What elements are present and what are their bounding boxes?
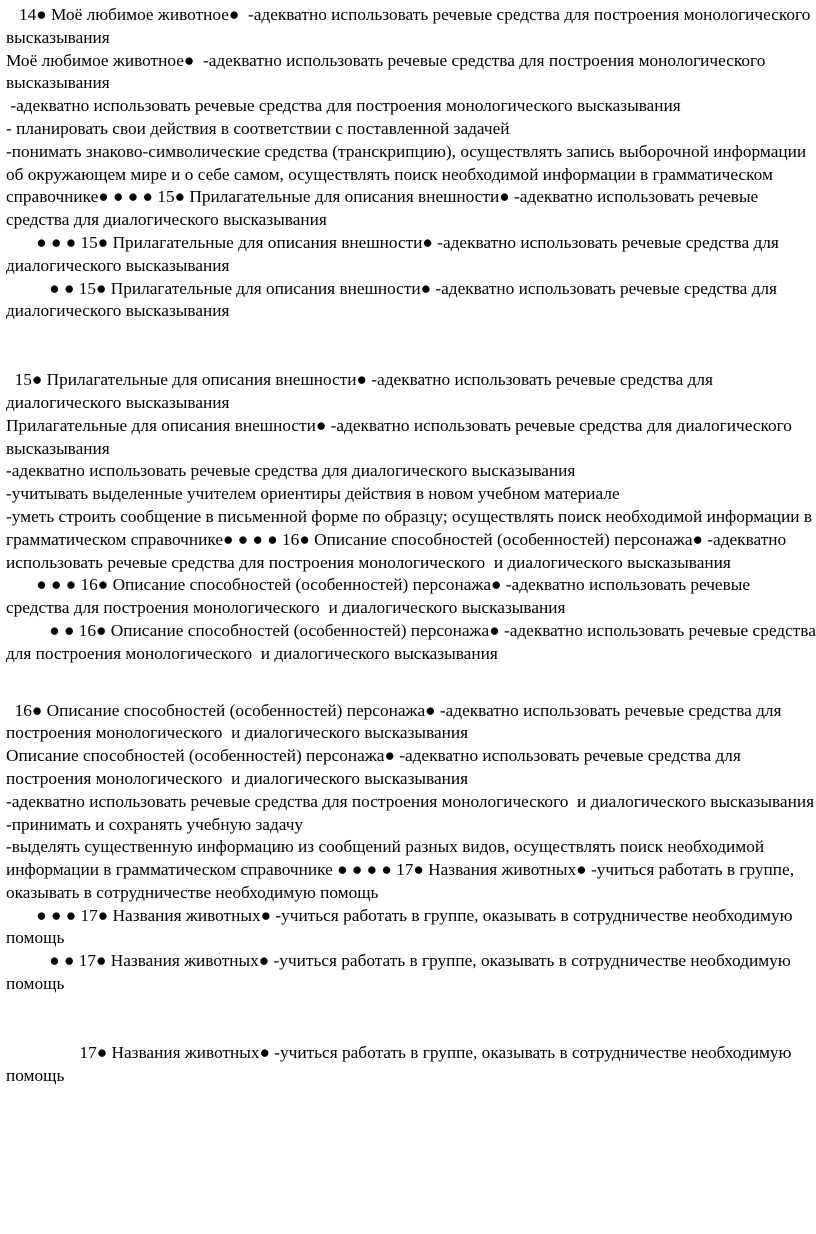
paragraph: ● ● ● 17● Названия животных● -учиться работать в группе, оказывать в сотрудничестве необходимую помощь — [6, 905, 797, 948]
paragraph: -выделять существенную информацию из сообщений разных видов, осуществлять поиск необходимой информации в грамматическом справочнике ● ● ● ● 17● Названия животных● -учиться работать в группе, оказывать в сотрудничестве необходимую помощь — [6, 837, 799, 902]
paragraph: - планировать свои действия в соответствии с поставленной задачей — [6, 118, 510, 138]
paragraph: -учитывать выделенные учителем ориентиры действия в новом учебном материале — [6, 484, 620, 504]
paragraph: 14● Моё любимое животное● -адекватно использовать речевые средства для построения монологического высказывания — [6, 5, 815, 47]
paragraph: ● ● ● 16● Описание способностей (особенностей) персонажа● -адекватно использовать речевые средства для построения монологического и диалогического высказывания — [6, 575, 755, 618]
paragraph: ● ● 16● Описание способностей (особенностей) персонажа● -адекватно использовать речевые средства для построения монологического и диалогического высказывания — [6, 620, 816, 663]
blank-space — [6, 666, 816, 700]
paragraph: Моё любимое животное● -адекватно использовать речевые средства для построения монологического высказывания — [6, 50, 770, 93]
paragraph: Описание способностей (особенностей) персонажа● -адекватно использовать речевые средства для построения монологического и диалогического высказывания — [6, 746, 746, 788]
blank-space — [6, 996, 816, 1042]
paragraph: -адекватно использовать речевые средства для построения монологического и диалогического высказывания — [6, 791, 815, 811]
paragraph: -уметь строить сообщение в письменной форме по образцу; осуществлять поиск необходимой информации в грамматическом справочнике● ● ● ● 16● Описание способностей (особенностей) персонажа● -адекватно использовать речевые средства для построения монологического и диалогического высказывания — [6, 506, 816, 572]
paragraph: 17● Названия животных● -учиться работать в группе, оказывать в сотрудничестве необходимую помощь — [6, 1042, 796, 1085]
paragraph: ● ● 17● Названия животных● -учиться работать в группе, оказывать в сотрудничестве необходимую помощь — [6, 951, 796, 994]
paragraph: -принимать и сохранять учебную задачу — [6, 814, 304, 834]
paragraph: -понимать знаково-символические средства (транскрипцию), осуществлять запись выборочной информации об окружающем мире и о себе самом, осуществлять поиск необходимой информации в грамматическом справочнике● ● ● ● 15● Прилагательные для описания внешности● -адекватно использовать речевые средства для диалогического высказывания — [6, 141, 811, 230]
paragraph: -адекватно использовать речевые средства для диалогического высказывания — [6, 461, 576, 481]
paragraph: 15● Прилагательные для описания внешности● -адекватно использовать речевые средства для диалогического высказывания — [6, 370, 718, 412]
paragraph: 16● Описание способностей (особенностей) персонажа● -адекватно использовать речевые средства для построения монологического и диалогического высказывания — [6, 700, 786, 743]
paragraph: Прилагательные для описания внешности● -адекватно использовать речевые средства для диалогического высказывания — [6, 415, 797, 458]
paragraph: ● ● ● 15● Прилагательные для описания внешности● -адекватно использовать речевые средства для диалогического высказывания — [6, 232, 784, 275]
paragraph: ● ● 15● Прилагательные для описания внешности● -адекватно использовать речевые средства для диалогического высказывания — [6, 278, 782, 321]
paragraph: -адекватно использовать речевые средства для построения монологического высказывания — [6, 96, 681, 116]
blank-space — [6, 323, 816, 369]
